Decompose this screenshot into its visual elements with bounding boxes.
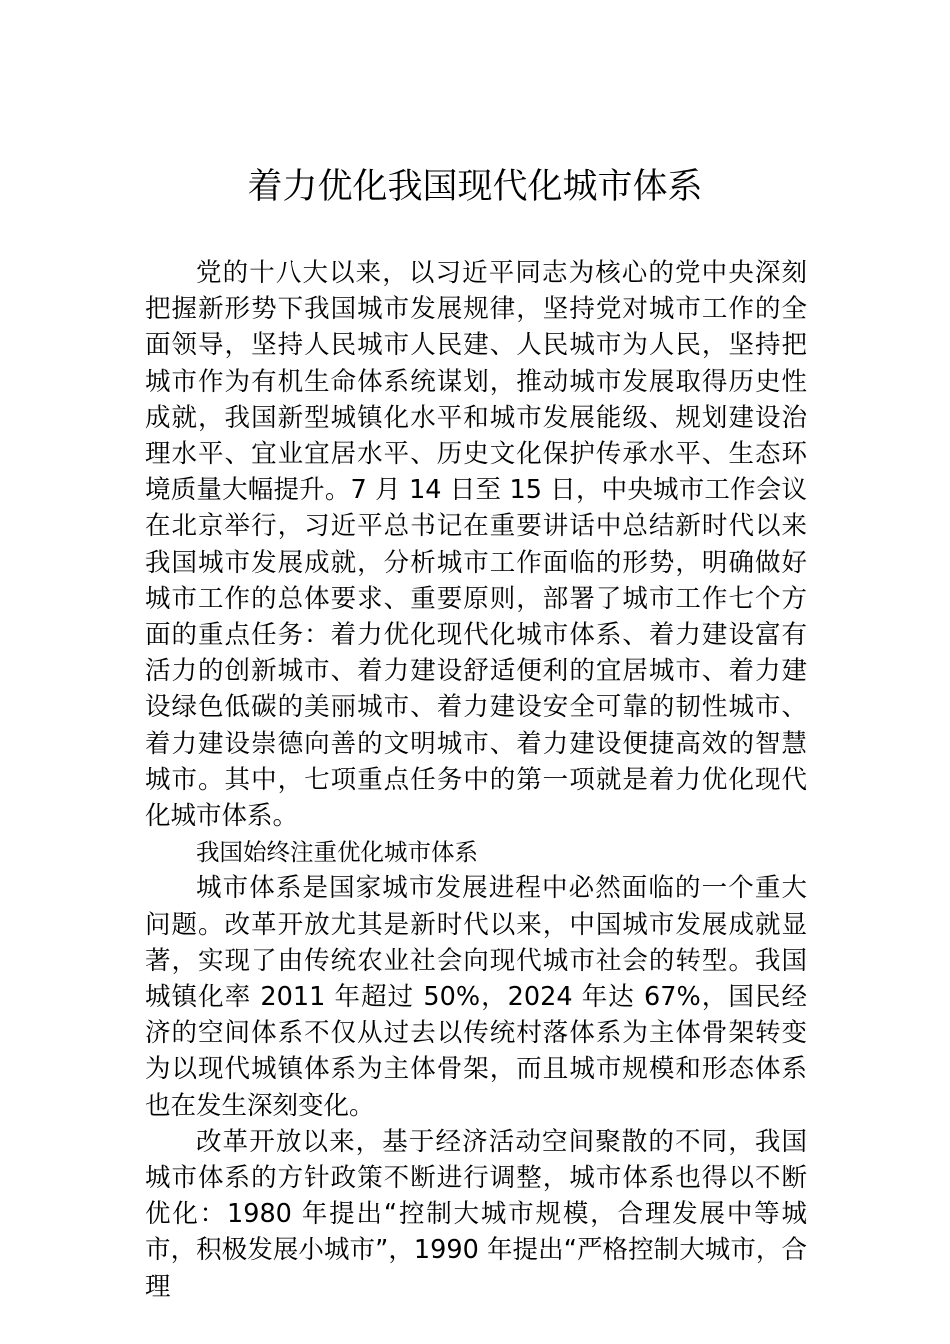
section-heading: 我国始终注重优化城市体系 (196, 838, 478, 867)
paragraph-reform-policy: 改革开放以来，基于经济活动空间聚散的不同，我国城市体系的方针政策不断进行调整，城市体系也得以不断优化：1980 年提出“控制大城市规模，合理发展中等城市，积极发展小城市”，1990 年提出“严格控制大城市，合理 (145, 1126, 807, 1302)
document-body (145, 255, 807, 1305)
document-title: 着力优化我国现代化城市体系 (247, 167, 703, 207)
paragraph-intro: 党的十八大以来，以习近平同志为核心的党中央深刻把握新形势下我国城市发展规律，坚持党对城市工作的全面领导，坚持人民城市人民建、人民城市为人民，坚持把城市作为有机生命体系统谋划，推动城市发展取得历史性成就，我国新型城镇化水平和城市发展能级、规划建设治理水平、宜业宜居水平、历史文化保护传承水平、生态环境质量大幅提升。7 月 14 日至 15 日，中央城市工作会议在北京举行，习近平总书记在重要讲话中总结新时代以来我国城市发展成就，分析城市工作面临的形势，明确做好城市工作的总体要求、重要原则，部署了城市工作七个方面的重点任务：着力优化现代化城市体系、着力建设富有活力的创新城市、着力建设舒适便利的宜居城市、着力建设绿色低碳的美丽城市、着力建设安全可靠的韧性城市、着力建设崇德向善的文明城市、着力建设便捷高效的智慧城市。其中，七项重点任务中的第一项就是着力优化现代化城市体系。 (145, 258, 807, 832)
paragraph-city-system: 城市体系是国家城市发展进程中必然面临的一个重大问题。改革开放尤其是新时代以来，中国城市发展成就显著，实现了由传统农业社会向现代城市社会的转型。我国城镇化率 2011 年超过 50%，2024 年达 67%，国民经济的空间体系不仅从过去以传统村落体系为主体骨架转变为以现代城镇体系为主体骨架，而且城市规模和形态体系也在发生深刻变化。 (145, 873, 807, 1121)
